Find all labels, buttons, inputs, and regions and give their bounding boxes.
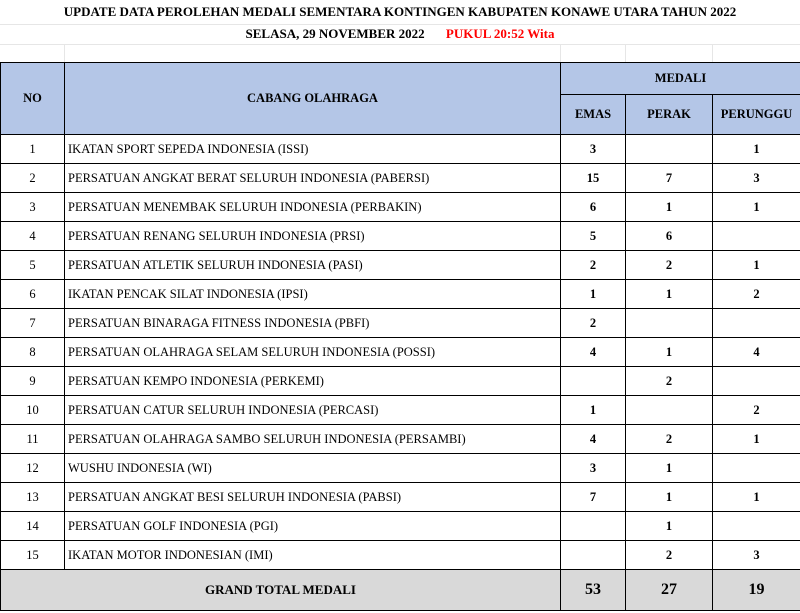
table-row (1, 135, 800, 164)
table-row (1, 425, 800, 454)
table-row (1, 280, 800, 309)
table-row (1, 541, 800, 570)
row-cabang: WUSHU INDONESIA (WI) (65, 454, 561, 483)
header-cabang: CABANG OLAHRAGA (65, 63, 561, 135)
row-emas: 6 (561, 193, 626, 222)
row-no: 8 (1, 338, 65, 367)
report-time: PUKUL 20:52 Wita (445, 26, 555, 41)
row-cabang: PERSATUAN RENANG SELURUH INDONESIA (PRSI) (65, 222, 561, 251)
row-emas (561, 541, 626, 570)
row-perak (626, 309, 713, 338)
grand-total-perunggu: 19 (713, 570, 800, 611)
table-row (1, 164, 800, 193)
header-perak: PERAK (626, 95, 713, 135)
row-perunggu: 4 (713, 338, 800, 367)
row-no: 9 (1, 367, 65, 396)
grand-total-perak: 27 (626, 570, 713, 611)
row-perak (626, 396, 713, 425)
row-cabang: IKATAN MOTOR INDONESIAN (IMI) (65, 541, 561, 570)
row-cabang: PERSATUAN GOLF INDONESIA (PGI) (65, 512, 561, 541)
row-perunggu (713, 454, 800, 483)
table-row (1, 512, 800, 541)
row-cabang: PERSATUAN MENEMBAK SELURUH INDONESIA (PERBAKIN) (65, 193, 561, 222)
sheet-title: UPDATE DATA PEROLEHAN MEDALI SEMENTARA KONTINGEN KABUPATEN KONAWE UTARA TAHUN 2022 (0, 0, 800, 25)
row-emas: 2 (561, 251, 626, 280)
row-no: 5 (1, 251, 65, 280)
row-no: 13 (1, 483, 65, 512)
row-no: 1 (1, 135, 65, 164)
row-perunggu (713, 367, 800, 396)
row-perak: 2 (626, 541, 713, 570)
row-emas (561, 367, 626, 396)
row-emas: 2 (561, 309, 626, 338)
table-row (1, 251, 800, 280)
row-no: 15 (1, 541, 65, 570)
table-row (1, 309, 800, 338)
row-perunggu: 1 (713, 193, 800, 222)
spacer-row (0, 44, 800, 63)
table-row (1, 222, 800, 251)
row-emas: 5 (561, 222, 626, 251)
row-perunggu (713, 309, 800, 338)
row-cabang: PERSATUAN OLAHRAGA SAMBO SELURUH INDONESIA (PERSAMBI) (65, 425, 561, 454)
table-row (1, 338, 800, 367)
row-no: 11 (1, 425, 65, 454)
medal-table (0, 62, 800, 611)
row-emas: 4 (561, 338, 626, 367)
row-perunggu: 1 (713, 251, 800, 280)
row-cabang: PERSATUAN KEMPO INDONESIA (PERKEMI) (65, 367, 561, 396)
row-cabang: PERSATUAN CATUR SELURUH INDONESIA (PERCASI) (65, 396, 561, 425)
row-no: 6 (1, 280, 65, 309)
row-perak: 7 (626, 164, 713, 193)
row-cabang: PERSATUAN ATLETIK SELURUH INDONESIA (PASI) (65, 251, 561, 280)
grand-total-emas: 53 (561, 570, 626, 611)
row-emas: 3 (561, 454, 626, 483)
row-perunggu: 1 (713, 135, 800, 164)
row-perak: 1 (626, 512, 713, 541)
row-perunggu (713, 512, 800, 541)
header-emas: EMAS (561, 95, 626, 135)
row-no: 3 (1, 193, 65, 222)
row-emas: 7 (561, 483, 626, 512)
table-row (1, 454, 800, 483)
row-cabang: PERSATUAN OLAHRAGA SELAM SELURUH INDONESIA (POSSI) (65, 338, 561, 367)
row-emas: 1 (561, 396, 626, 425)
row-perak: 1 (626, 454, 713, 483)
row-cabang: IKATAN PENCAK SILAT INDONESIA (IPSI) (65, 280, 561, 309)
table-row (1, 193, 800, 222)
row-cabang: IKATAN SPORT SEPEDA INDONESIA (ISSI) (65, 135, 561, 164)
row-cabang: PERSATUAN BINARAGA FITNESS INDONESIA (PBFI) (65, 309, 561, 338)
row-perunggu: 1 (713, 425, 800, 454)
row-emas: 1 (561, 280, 626, 309)
header-no: NO (1, 63, 65, 135)
row-perunggu: 2 (713, 280, 800, 309)
row-emas: 4 (561, 425, 626, 454)
row-cabang: PERSATUAN ANGKAT BESI SELURUH INDONESIA (PABSI) (65, 483, 561, 512)
header-perunggu: PERUNGGU (713, 95, 800, 135)
row-perak: 1 (626, 193, 713, 222)
row-perak: 1 (626, 483, 713, 512)
row-perak: 2 (626, 425, 713, 454)
row-emas: 15 (561, 164, 626, 193)
row-emas (561, 512, 626, 541)
row-emas: 3 (561, 135, 626, 164)
row-no: 2 (1, 164, 65, 193)
table-row (1, 396, 800, 425)
sheet-subtitle (0, 24, 800, 45)
row-perak: 6 (626, 222, 713, 251)
header-row-top (1, 63, 800, 95)
row-cabang: PERSATUAN ANGKAT BERAT SELURUH INDONESIA (PABERSI) (65, 164, 561, 193)
report-date: SELASA, 29 NOVEMBER 2022 (245, 26, 425, 41)
grand-total-label: GRAND TOTAL MEDALI (1, 570, 561, 611)
row-no: 10 (1, 396, 65, 425)
row-perak: 2 (626, 367, 713, 396)
row-no: 4 (1, 222, 65, 251)
row-perak: 1 (626, 280, 713, 309)
row-perunggu (713, 222, 800, 251)
grand-total-row (1, 570, 800, 611)
row-perunggu: 3 (713, 164, 800, 193)
row-perunggu: 2 (713, 396, 800, 425)
table-row (1, 483, 800, 512)
row-no: 12 (1, 454, 65, 483)
header-medali: MEDALI (561, 63, 800, 95)
row-no: 7 (1, 309, 65, 338)
row-perunggu: 3 (713, 541, 800, 570)
row-perak: 2 (626, 251, 713, 280)
row-perunggu: 1 (713, 483, 800, 512)
row-perak (626, 135, 713, 164)
row-no: 14 (1, 512, 65, 541)
table-row (1, 367, 800, 396)
row-perak: 1 (626, 338, 713, 367)
